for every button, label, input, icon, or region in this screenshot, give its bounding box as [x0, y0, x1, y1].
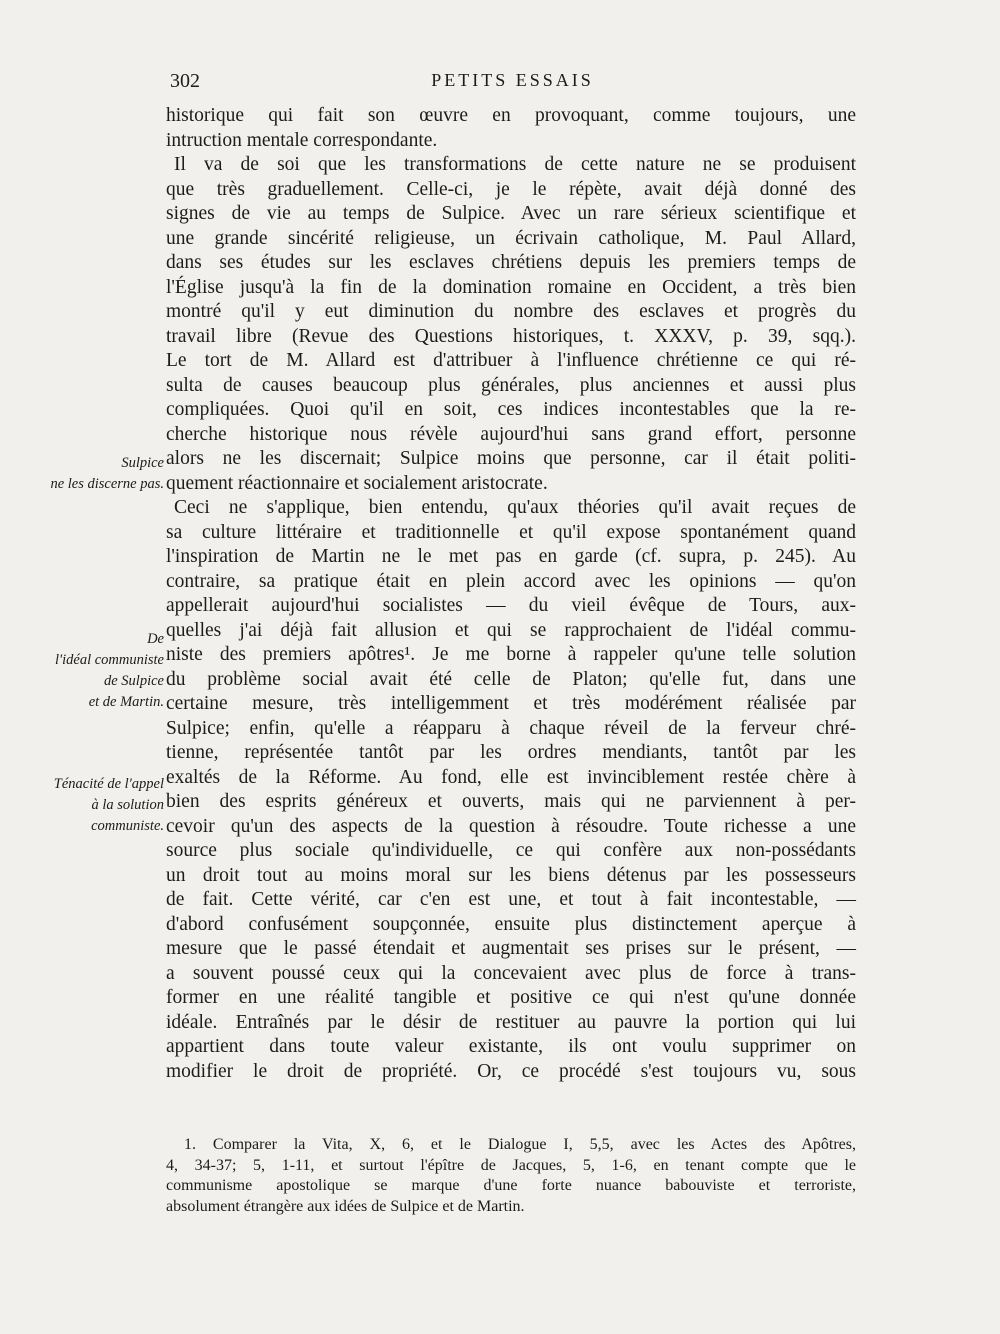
body-line: d'abord confusément soupçonnée, ensuite plus distinctement aperçue à: [166, 913, 856, 935]
footnote: [166, 1135, 856, 1217]
body-line: Sulpice; enfin, qu'elle a réapparu à chaque réveil de la ferveur chré-: [166, 717, 856, 739]
body-line: former en une réalité tangible et positive ce qui n'est qu'une donnée: [166, 987, 856, 1008]
body-line: du problème social avait été celle de Platon; qu'elle fut, dans une: [166, 668, 856, 690]
body-line: modifier le droit de propriété. Or, ce procédé s'est toujours vu, sous: [166, 1060, 856, 1082]
body-line: source plus sociale qu'individuelle, ce qui confère aux non-possédants: [166, 840, 856, 861]
body-line: niste des premiers apôtres¹. Je me borne à rappeler qu'une telle solution: [166, 644, 856, 665]
margin-note-line: ne les discerne pas.: [50, 476, 164, 492]
body-line: montré qu'il y eut diminution du nombre des esclaves et progrès du: [166, 301, 856, 322]
body-line: contraire, sa pratique était en plein accord avec les opinions — qu'on: [166, 570, 856, 592]
body-line: Il va de soi que les transformations de cette nature ne se produisent: [174, 154, 856, 175]
body-line: compliquées. Quoi qu'il en soit, ces indices incontestables que la re-: [166, 399, 856, 420]
margin-note-line: à la solution: [91, 797, 164, 813]
body-line: appartient dans toute valeur existante, ils ont voulu supprimer on: [166, 1036, 856, 1057]
body-line: signes de vie au temps de Sulpice. Avec un rare sérieux scientifique et: [166, 203, 856, 224]
body-line: dans ses études sur les esclaves chrétiens depuis les premiers temps de: [166, 252, 856, 273]
body-line: une grande sincérité religieuse, un écrivain catholique, M. Paul Allard,: [166, 227, 856, 249]
margin-note-line: Ténacité de l'appel: [53, 776, 164, 792]
margin-note-line: Sulpice: [121, 455, 164, 471]
body-line: historique qui fait son œuvre en provoquant, comme toujours, une: [166, 105, 856, 126]
body-line: sulta de causes beaucoup plus générales, plus anciennes et aussi plus: [166, 374, 856, 396]
body-line: alors ne les discernait; Sulpice moins que personne, car il était politi-: [166, 448, 856, 469]
footnote-line: 1. Comparer la Vita, X, 6, et le Dialogue I, 5,5, avec les Actes des Apôtres,: [184, 1136, 856, 1153]
margin-note-line: de Sulpice: [104, 673, 164, 689]
margin-note-line: communiste.: [91, 818, 164, 834]
body-line: cevoir qu'un des aspects de la question à résoudre. Toute richesse a une: [166, 815, 856, 837]
margin-note-line: et de Martin.: [88, 694, 164, 710]
body-line: un droit tout au moins moral sur les biens détenus par les possesseurs: [166, 864, 856, 886]
body-line: de fait. Cette vérité, car c'en est une, et tout à fait incontestable, —: [166, 889, 856, 910]
footnote-line: 4, 34-37; 5, 1-11, et surtout l'épître de Jacques, 5, 1-6, en tenant compte que le: [166, 1156, 856, 1174]
footnote-line: communisme apostolique se marque d'une forte nuance babouviste et terroriste,: [166, 1177, 856, 1194]
body-line: que très graduellement. Celle-ci, je le répète, avait déjà donné des: [166, 178, 856, 200]
margin-note: [40, 774, 164, 837]
page-number: 302: [170, 70, 200, 92]
margin-note: [40, 629, 164, 713]
body-line: travail libre (Revue des Questions historiques, t. XXXV, p. 39, sqq.).: [166, 325, 856, 347]
body-line: tienne, représentée tantôt par les ordres mendiants, tantôt par les: [166, 742, 856, 763]
body-line: sa culture littéraire et traditionnelle et qu'il expose spontanément quand: [166, 521, 856, 543]
body-line: Ceci ne s'applique, bien entendu, qu'aux théories qu'il avait reçues de: [174, 497, 856, 518]
body-line: a souvent poussé ceux qui la concevaient avec plus de force à trans-: [166, 962, 856, 984]
body-line: quement réactionnaire et socialement aristocrate.: [166, 472, 548, 494]
body-line: l'inspiration de Martin ne le met pas en garde (cf. supra, p. 245). Au: [166, 546, 856, 567]
body-line: idéale. Entraînés par le désir de restituer au pauvre la portion qui lui: [166, 1011, 856, 1033]
body-line: bien des esprits généreux et ouverts, mais qui ne parviennent à per-: [166, 791, 856, 812]
body-text: [166, 104, 856, 1084]
margin-note-line: l'idéal communiste: [54, 652, 164, 668]
body-line: mesure que le passé étendait et augmentait ses prises sur le présent, —: [166, 938, 856, 959]
margin-note: [40, 453, 164, 495]
running-title: PETITS ESSAIS: [431, 70, 594, 90]
body-line: certaine mesure, très intelligemment et très modérément réalisée par: [166, 693, 856, 714]
body-line: intruction mentale correspondante.: [166, 129, 438, 151]
body-line: l'Église jusqu'à la fin de la domination romaine en Occident, a très bien: [166, 276, 856, 298]
page-header: [170, 70, 855, 100]
margin-note-line: De: [147, 631, 164, 647]
footnote-line: absolument étrangère aux idées de Sulpice et de Martin.: [166, 1197, 525, 1215]
body-line: quelles j'ai déjà fait allusion et qui se rapprochaient de l'idéal commu-: [166, 619, 856, 641]
body-line: cherche historique nous révèle aujourd'hui sans grand effort, personne: [166, 423, 856, 445]
body-line: appellerait aujourd'hui socialistes — du vieil évêque de Tours, aux-: [166, 595, 856, 616]
body-line: exaltés de la Réforme. Au fond, elle est invinciblement restée chère à: [166, 766, 856, 788]
body-line: Le tort de M. Allard est d'attribuer à l'influence chrétienne ce qui ré-: [166, 350, 856, 371]
